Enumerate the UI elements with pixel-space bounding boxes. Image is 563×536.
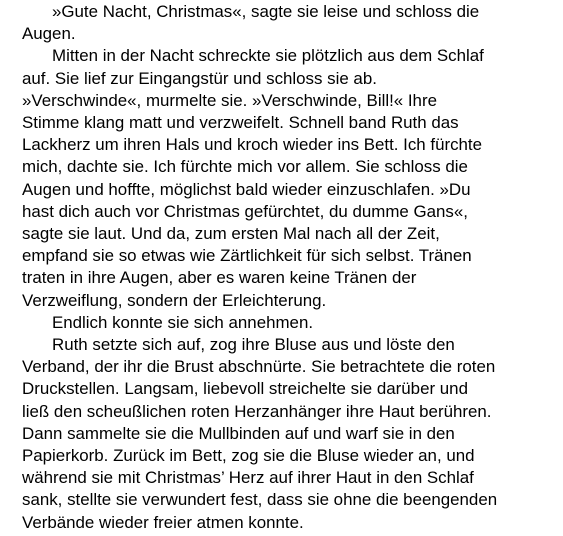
text-line: sank, stellte sie verwundert fest, dass sie ohne die beengenden [22, 490, 498, 510]
text-line: Druckstellen. Langsam, liebevoll streichelte sie darüber und [22, 379, 468, 399]
text-line: hast dich auch vor Christmas gefürchtet, du dumme Gans«, [22, 201, 468, 221]
text-line: während sie mit Christmas’ Herz auf ihrer Haut in den Schlaf [22, 468, 474, 488]
text-line: »Verschwinde«, murmelte sie. »Verschwinde, Bill!« Ihre [22, 90, 437, 110]
text-line: empfand sie so etwas wie Zärtlichkeit für sich selbst. Tränen [22, 246, 472, 266]
text-line: Endlich konnte sie sich annehmen. [52, 312, 314, 332]
text-line: traten in ihre Augen, aber es waren keine Tränen der [22, 268, 417, 288]
text-line: Ruth setzte sich auf, zog ihre Bluse aus und löste den [52, 335, 455, 355]
paragraph-3 [22, 312, 559, 334]
text-line: auf. Sie lief zur Eingangstür und schloss sie ab. [22, 68, 377, 88]
text-line: Verband, der ihr die Brust abschnürte. Sie betrachtete die roten [22, 357, 496, 377]
text-line: Augen und hoffte, möglichst bald wieder einzuschlafen. »Du [22, 179, 471, 199]
text-line: Lackherz um ihren Hals und kroch wieder ins Bett. Ich fürchte [22, 135, 483, 155]
text-line: ließ den scheußlichen roten Herzanhänger ihre Haut berühren. [22, 401, 492, 421]
text-line: Verbände wieder freier atmen konnte. [22, 512, 304, 532]
text-line: Dann sammelte sie die Mullbinden auf und warf sie in den [22, 423, 455, 443]
paragraph-4 [22, 334, 559, 534]
text-line: Papierkorb. Zurück im Bett, zog sie die Bluse wieder an, und [22, 446, 475, 466]
paragraph-2 [22, 45, 559, 311]
text-line: Mitten in der Nacht schreckte sie plötzlich aus dem Schlaf [52, 46, 484, 66]
text-line: Verzweiflung, sondern der Erleichterung. [22, 290, 327, 310]
text-line: Stimme klang matt und verzweifelt. Schnell band Ruth das [22, 113, 459, 133]
text-line: »Gute Nacht, Christmas«, sagte sie leise und schloss die [52, 2, 480, 21]
text-line: mich, dachte sie. Ich fürchte mich vor allem. Sie schloss die [22, 157, 468, 177]
text-line: sagte sie laut. Und da, zum ersten Mal nach all der Zeit, [22, 224, 440, 244]
text-line: Augen. [22, 24, 76, 44]
paragraph-1 [22, 1, 559, 45]
